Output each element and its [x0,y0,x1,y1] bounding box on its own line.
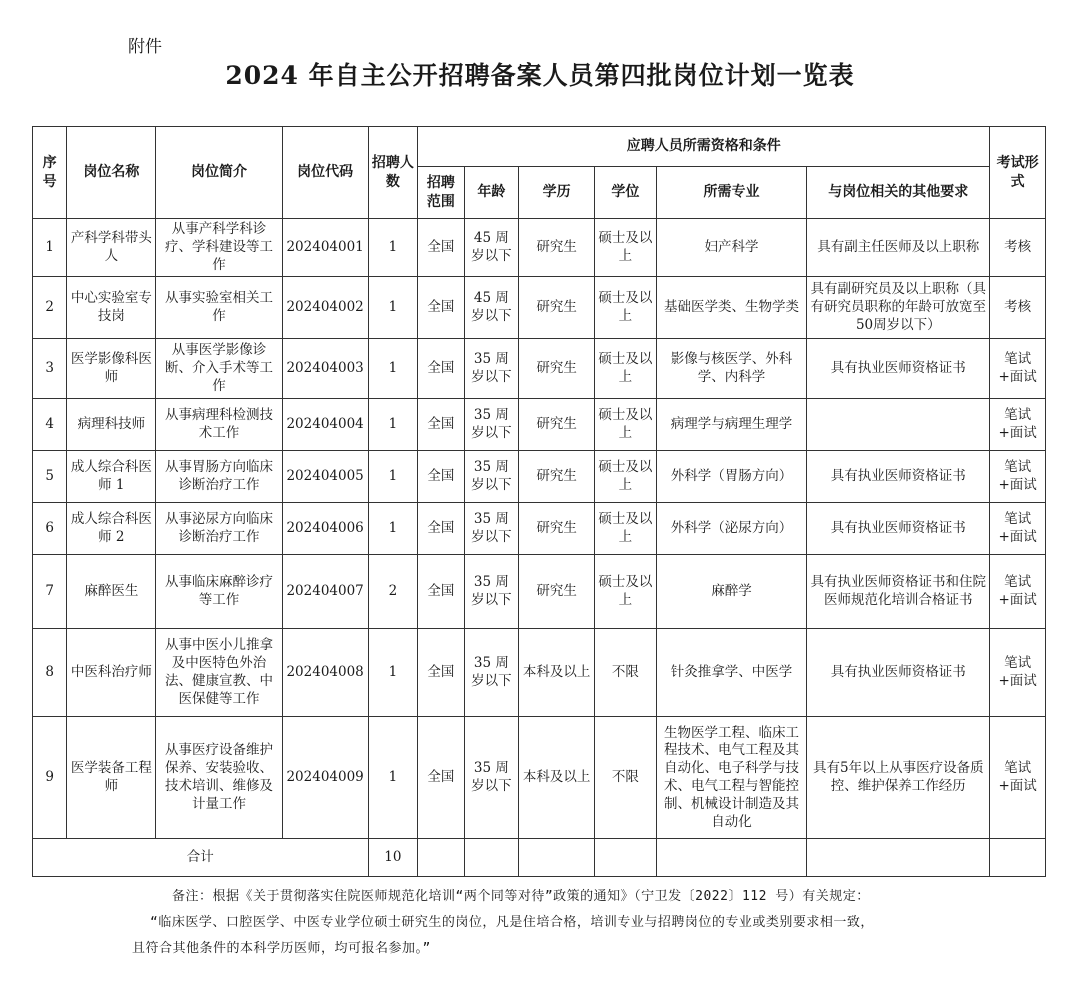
attachment-label: 附件 [128,37,162,57]
row-degree: 硕士及以上 [595,399,657,451]
row-major: 妇产科学 [656,219,807,277]
row-exam: 笔试+面试 [990,717,1046,839]
table-row [33,399,1046,451]
row-degree: 硕士及以上 [595,555,657,629]
row-other: 具有执业医师资格证书 [807,629,990,717]
row-age: 35 周岁以下 [464,717,519,839]
row-count: 2 [368,555,418,629]
row-seq: 7 [33,555,67,629]
row-other: 具有执业医师资格证书和住院医师规范化培训合格证书 [807,555,990,629]
row-degree: 不限 [595,717,657,839]
footnote-line-3: 且符合其他条件的本科学历医师，均可报名参加。” [132,941,431,956]
row-count: 1 [368,399,418,451]
row-scope: 全国 [418,451,465,503]
total-count: 10 [368,839,418,877]
row-other: 具有5年以上从事医疗设备质控、维护保养工作经历 [807,717,990,839]
row-exam: 笔试+面试 [990,629,1046,717]
row-name: 成人综合科医师 1 [67,451,156,503]
row-name: 病理科技师 [67,399,156,451]
row-intro: 从事医学影像诊断、介入手术等工作 [156,339,282,399]
header-education: 学历 [519,167,595,219]
row-major: 生物医学工程、临床工程技术、电气工程及其自动化、电子科学与技术、电气工程与智能控制、机械设计制造及其自动化 [656,717,807,839]
row-name: 医学装备工程师 [67,717,156,839]
row-exam: 笔试+面试 [990,555,1046,629]
row-degree: 硕士及以上 [595,219,657,277]
row-count: 1 [368,451,418,503]
row-intro: 从事胃肠方向临床诊断治疗工作 [156,451,282,503]
row-major: 基础医学类、生物学类 [656,277,807,339]
row-count: 1 [368,277,418,339]
row-seq: 3 [33,339,67,399]
row-code: 202404009 [282,717,368,839]
row-other: 具有副研究员及以上职称（具有研究员职称的年龄可放宽至50周岁以下） [807,277,990,339]
row-education: 研究生 [519,399,595,451]
row-seq: 8 [33,629,67,717]
table-row [33,219,1046,277]
row-education: 本科及以上 [519,629,595,717]
row-other: 具有执业医师资格证书 [807,451,990,503]
row-count: 1 [368,717,418,839]
row-count: 1 [368,219,418,277]
table-row [33,717,1046,839]
row-intro: 从事实验室相关工作 [156,277,282,339]
row-seq: 6 [33,503,67,555]
row-exam: 笔试+面试 [990,339,1046,399]
row-major: 针灸推拿学、中医学 [656,629,807,717]
row-count: 1 [368,503,418,555]
row-education: 研究生 [519,219,595,277]
total-row [33,839,1046,877]
row-code: 202404003 [282,339,368,399]
header-count: 招聘人数 [368,127,418,219]
row-major: 外科学（胃肠方向） [656,451,807,503]
row-code: 202404007 [282,555,368,629]
row-age: 35 周岁以下 [464,503,519,555]
row-scope: 全国 [418,219,465,277]
row-exam: 笔试+面试 [990,503,1046,555]
header-code: 岗位代码 [282,127,368,219]
row-other [807,399,990,451]
row-scope: 全国 [418,629,465,717]
row-education: 本科及以上 [519,717,595,839]
row-major: 病理学与病理生理学 [656,399,807,451]
row-age: 35 周岁以下 [464,451,519,503]
row-age: 45 周岁以下 [464,219,519,277]
table-row [33,503,1046,555]
row-degree: 硕士及以上 [595,503,657,555]
row-scope: 全国 [418,277,465,339]
header-degree: 学位 [595,167,657,219]
row-code: 202404001 [282,219,368,277]
row-seq: 2 [33,277,67,339]
row-age: 35 周岁以下 [464,399,519,451]
row-exam: 考核 [990,277,1046,339]
row-scope: 全国 [418,503,465,555]
row-degree: 不限 [595,629,657,717]
row-degree: 硕士及以上 [595,277,657,339]
row-name: 医学影像科医师 [67,339,156,399]
footnote-line-1: 备注：根据《关于贯彻落实住院医师规范化培训“两个同等对待”政策的通知》（宁卫发〔2022〕112 号）有关规定： [172,889,870,904]
row-intro: 从事中医小儿推拿及中医特色外治法、健康宣教、中医保健等工作 [156,629,282,717]
header-name: 岗位名称 [67,127,156,219]
row-education: 研究生 [519,503,595,555]
row-seq: 9 [33,717,67,839]
row-name: 中心实验室专技岗 [67,277,156,339]
header-scope: 招聘范围 [418,167,465,219]
row-age: 45 周岁以下 [464,277,519,339]
table-row [33,629,1046,717]
row-exam: 笔试+面试 [990,399,1046,451]
row-education: 研究生 [519,555,595,629]
table-row [33,451,1046,503]
page-title: 2024 年自主公开招聘备案人员第四批岗位计划一览表 [225,61,855,90]
header-seq: 序号 [33,127,67,219]
table-row [33,555,1046,629]
row-exam: 笔试+面试 [990,451,1046,503]
row-name: 产科学科带头人 [67,219,156,277]
row-seq: 1 [33,219,67,277]
row-intro: 从事医疗设备维护保养、安装验收、技术培训、维修及计量工作 [156,717,282,839]
row-intro: 从事临床麻醉诊疗等工作 [156,555,282,629]
row-intro: 从事泌尿方向临床诊断治疗工作 [156,503,282,555]
position-plan-table [32,126,1046,877]
table-row [33,277,1046,339]
row-scope: 全国 [418,339,465,399]
header-row [33,127,1046,167]
row-name: 麻醉医生 [67,555,156,629]
row-other: 具有执业医师资格证书 [807,339,990,399]
header-major: 所需专业 [656,167,807,219]
row-age: 35 周岁以下 [464,555,519,629]
row-seq: 5 [33,451,67,503]
footnote [0,884,1080,962]
row-code: 202404004 [282,399,368,451]
row-major: 影像与核医学、外科学、内科学 [656,339,807,399]
row-name: 成人综合科医师 2 [67,503,156,555]
row-other: 具有执业医师资格证书 [807,503,990,555]
row-major: 外科学（泌尿方向） [656,503,807,555]
header-requirements-group: 应聘人员所需资格和条件 [418,127,990,167]
header-exam: 考试形式 [990,127,1046,219]
row-scope: 全国 [418,717,465,839]
row-seq: 4 [33,399,67,451]
footnote-line-2: “临床医学、口腔医学、中医专业学位硕士研究生的岗位，凡是住培合格，培训专业与招聘岗位的专业或类别要求相一致， [150,915,874,930]
row-code: 202404005 [282,451,368,503]
row-intro: 从事产科学科诊疗、学科建设等工作 [156,219,282,277]
row-other: 具有副主任医师及以上职称 [807,219,990,277]
row-major: 麻醉学 [656,555,807,629]
row-scope: 全国 [418,399,465,451]
row-education: 研究生 [519,339,595,399]
row-education: 研究生 [519,277,595,339]
row-education: 研究生 [519,451,595,503]
row-name: 中医科治疗师 [67,629,156,717]
row-code: 202404002 [282,277,368,339]
header-other: 与岗位相关的其他要求 [807,167,990,219]
row-code: 202404006 [282,503,368,555]
row-age: 35 周岁以下 [464,629,519,717]
row-code: 202404008 [282,629,368,717]
table-row [33,339,1046,399]
row-count: 1 [368,629,418,717]
header-intro: 岗位简介 [156,127,282,219]
total-label: 合计 [33,839,369,877]
row-exam: 考核 [990,219,1046,277]
row-intro: 从事病理科检测技术工作 [156,399,282,451]
row-age: 35 周岁以下 [464,339,519,399]
row-scope: 全国 [418,555,465,629]
header-age: 年龄 [464,167,519,219]
row-degree: 硕士及以上 [595,339,657,399]
row-count: 1 [368,339,418,399]
row-degree: 硕士及以上 [595,451,657,503]
